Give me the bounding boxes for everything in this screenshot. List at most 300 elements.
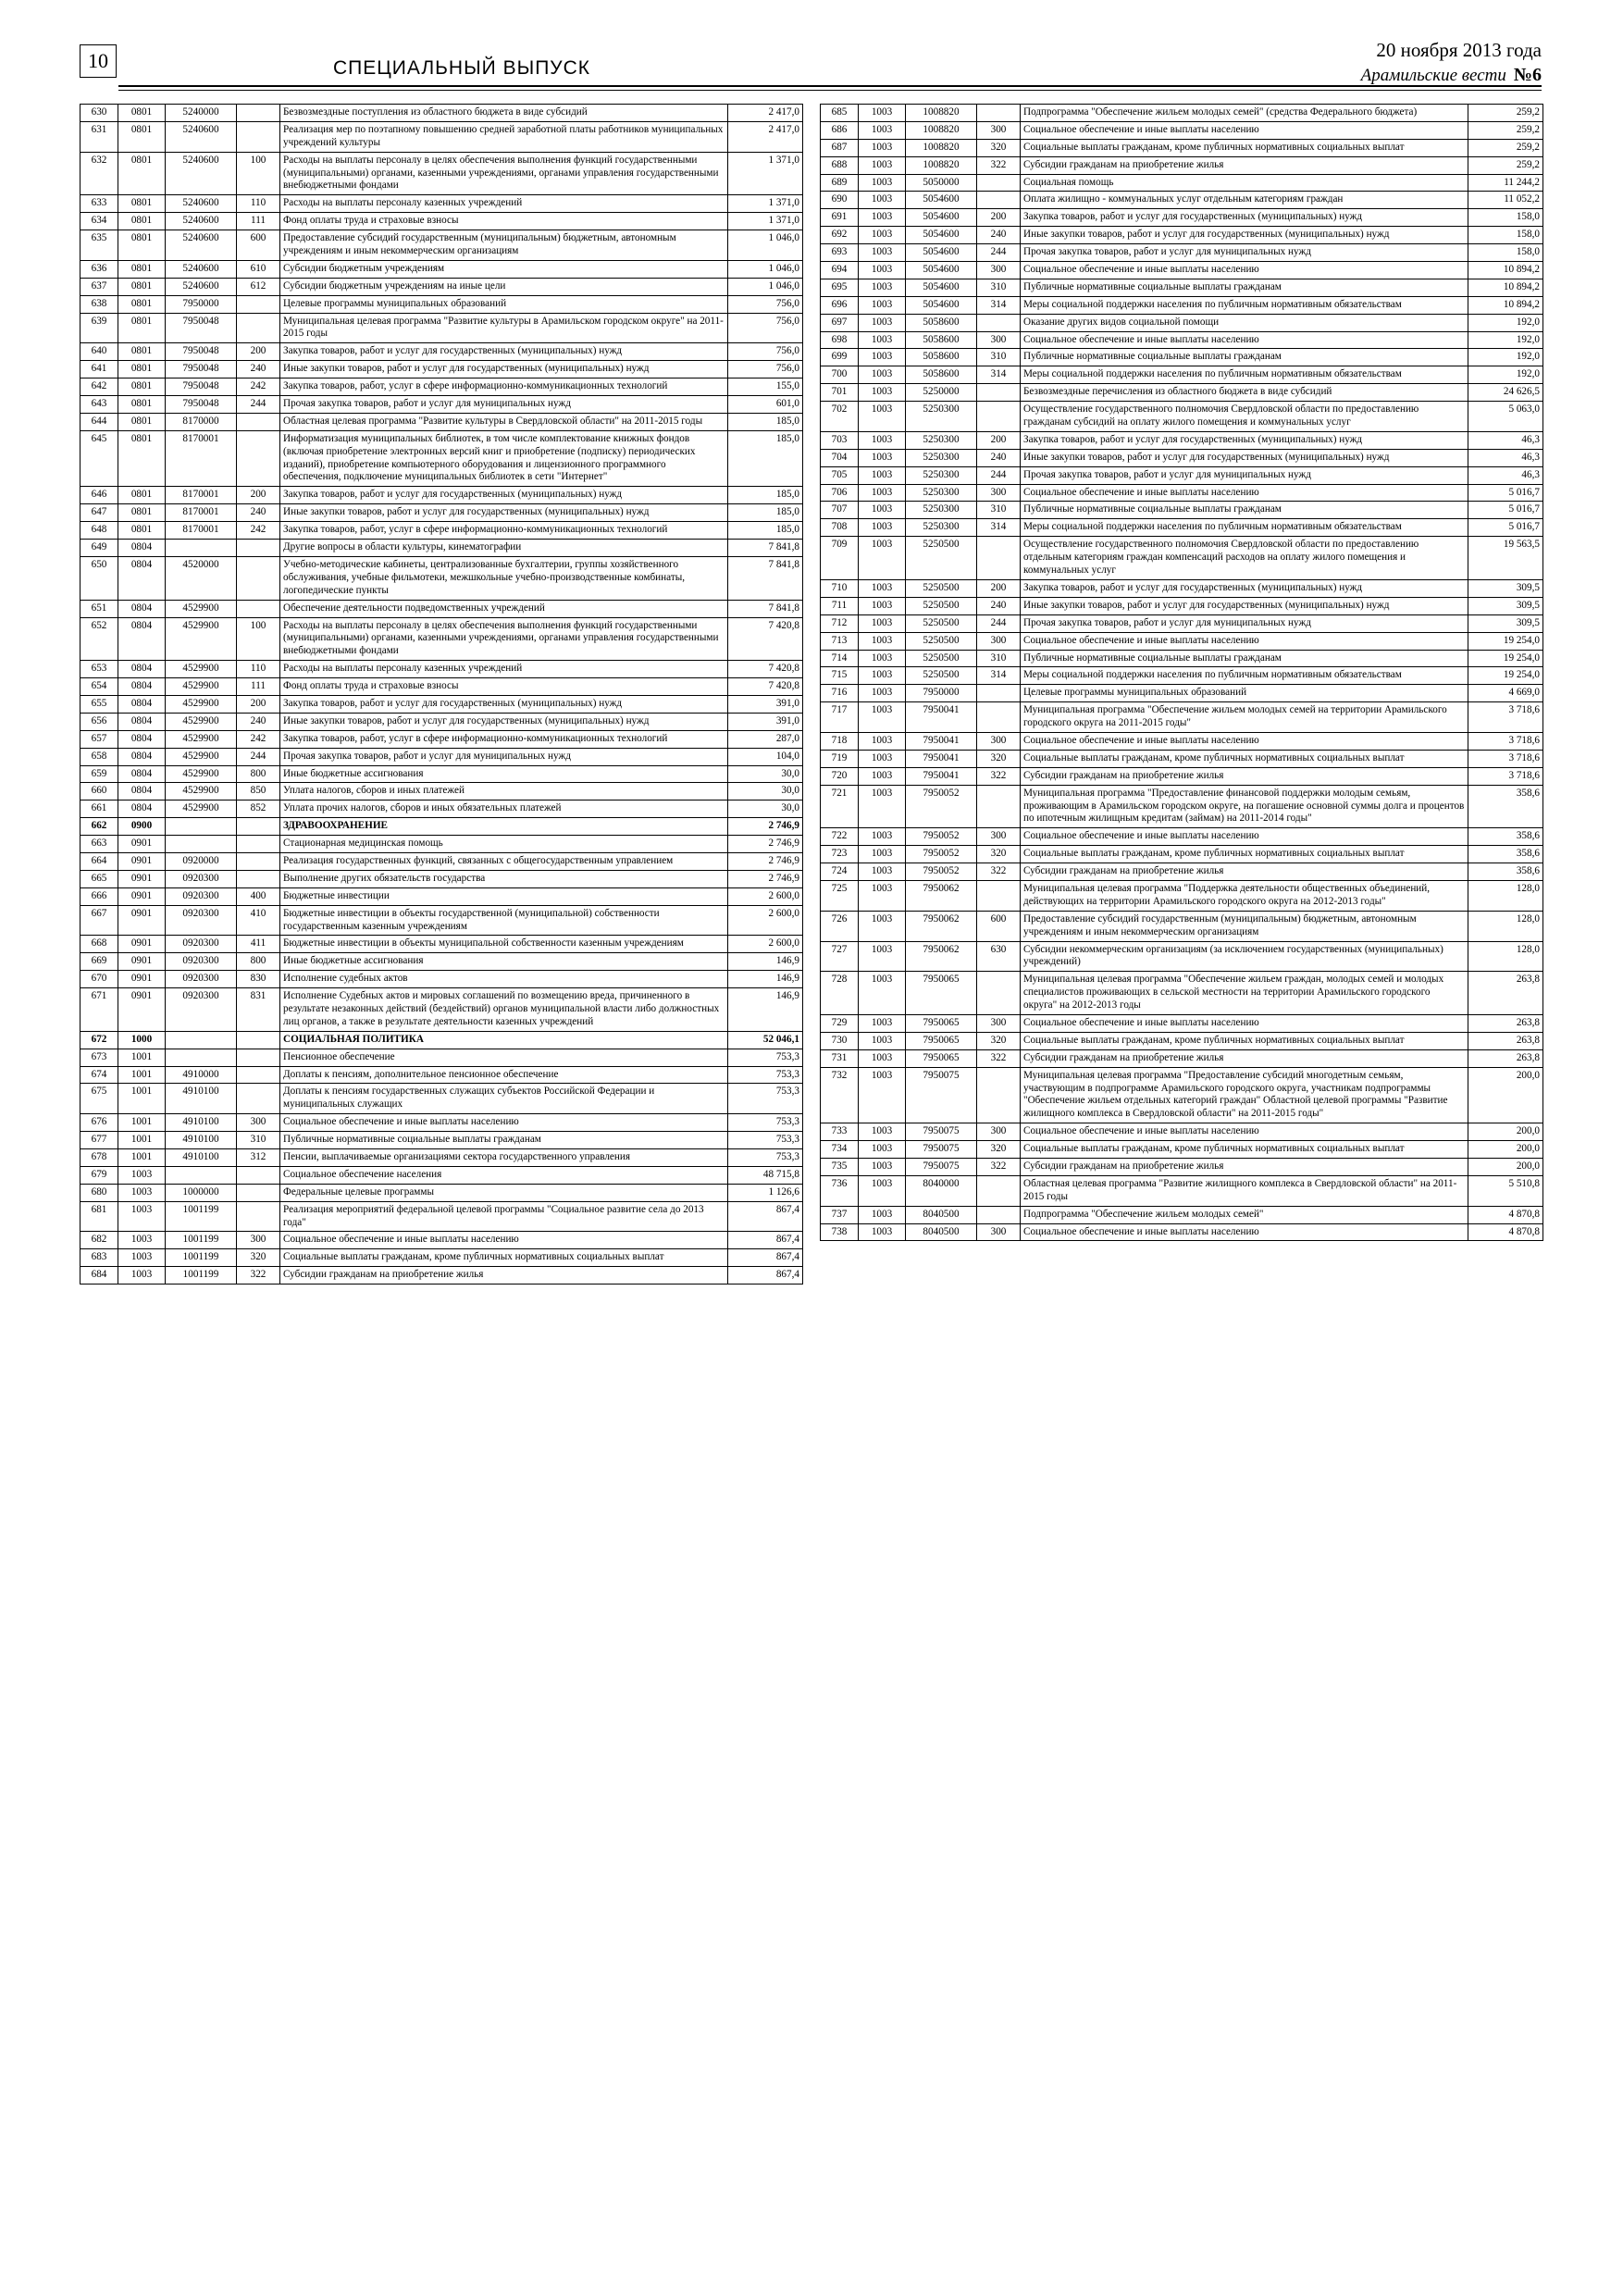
table-row <box>821 650 1543 667</box>
row-number: 630 <box>81 105 118 122</box>
target-code: 8170000 <box>166 413 237 430</box>
amount: 309,5 <box>1468 597 1543 614</box>
amount: 7 841,8 <box>728 556 803 600</box>
row-number: 655 <box>81 695 118 713</box>
expense-type-code: 600 <box>237 230 280 261</box>
expense-type-code <box>237 818 280 836</box>
item-name: Меры социальной поддержки населения по публичным нормативным обязательствам <box>1021 296 1468 314</box>
table-row <box>81 818 803 836</box>
target-code: 5250000 <box>906 384 977 402</box>
amount: 4 669,0 <box>1468 685 1543 702</box>
section-code: 0801 <box>118 522 166 540</box>
amount: 5 016,7 <box>1468 502 1543 519</box>
expense-type-code: 300 <box>977 484 1021 502</box>
amount: 1 046,0 <box>728 278 803 295</box>
section-code: 1003 <box>859 537 906 580</box>
expense-type-code: 320 <box>977 846 1021 863</box>
amount: 128,0 <box>1468 941 1543 972</box>
row-number: 677 <box>81 1132 118 1149</box>
row-number: 673 <box>81 1049 118 1066</box>
section-code: 0804 <box>118 765 166 783</box>
item-name: Закупка товаров, работ и услуг для государственных (муниципальных) нужд <box>280 695 728 713</box>
item-name: Социальное обеспечение и иные выплаты населению <box>1021 121 1468 139</box>
table-row <box>81 661 803 678</box>
row-number: 645 <box>81 430 118 487</box>
amount: 200,0 <box>1468 1141 1543 1159</box>
target-code: 7950065 <box>906 1014 977 1032</box>
expense-type-code: 200 <box>977 431 1021 449</box>
target-code: 4529900 <box>166 800 237 818</box>
row-number: 690 <box>821 192 859 209</box>
row-number: 667 <box>81 905 118 936</box>
item-name: Субсидии гражданам на приобретение жилья <box>1021 1159 1468 1176</box>
section-code: 1003 <box>859 667 906 685</box>
expense-type-code <box>237 295 280 313</box>
section-code: 0804 <box>118 713 166 730</box>
expense-type-code: 322 <box>977 156 1021 174</box>
row-number: 731 <box>821 1049 859 1067</box>
row-number: 725 <box>821 880 859 911</box>
amount: 52 046,1 <box>728 1031 803 1049</box>
section-code: 1003 <box>859 431 906 449</box>
table-row <box>821 597 1543 614</box>
row-number: 712 <box>821 614 859 632</box>
expense-type-code <box>237 1201 280 1232</box>
expense-type-code: 310 <box>977 279 1021 296</box>
row-number: 728 <box>821 972 859 1015</box>
row-number: 732 <box>821 1067 859 1123</box>
table-row <box>81 1232 803 1249</box>
row-number: 635 <box>81 230 118 261</box>
table-row <box>821 1206 1543 1223</box>
section-code: 0801 <box>118 230 166 261</box>
row-number: 697 <box>821 314 859 331</box>
section-code: 0901 <box>118 953 166 971</box>
item-name: Социальное обеспечение и иные выплаты населению <box>1021 484 1468 502</box>
row-number: 699 <box>821 349 859 366</box>
item-name: Прочая закупка товаров, работ и услуг для муниципальных нужд <box>1021 244 1468 262</box>
amount: 753,3 <box>728 1132 803 1149</box>
table-row <box>821 244 1543 262</box>
amount: 4 870,8 <box>1468 1206 1543 1223</box>
section-code: 1003 <box>859 484 906 502</box>
table-row <box>81 522 803 540</box>
target-code: 5250500 <box>906 579 977 597</box>
expense-type-code: 610 <box>237 260 280 278</box>
row-number: 696 <box>821 296 859 314</box>
section-code: 0801 <box>118 213 166 230</box>
table-row <box>821 846 1543 863</box>
expense-type-code: 852 <box>237 800 280 818</box>
expense-type-code: 300 <box>977 262 1021 279</box>
target-code: 5054600 <box>906 296 977 314</box>
section-code: 1003 <box>859 156 906 174</box>
expense-type-code: 850 <box>237 783 280 800</box>
row-number: 714 <box>821 650 859 667</box>
target-code: 7950052 <box>906 785 977 828</box>
table-row <box>81 413 803 430</box>
table-row <box>821 331 1543 349</box>
table-row <box>821 1049 1543 1067</box>
row-number: 654 <box>81 678 118 696</box>
table-row <box>821 366 1543 384</box>
amount: 158,0 <box>1468 244 1543 262</box>
item-name: Уплата прочих налогов, сборов и иных обязательных платежей <box>280 800 728 818</box>
expense-type-code: 240 <box>237 361 280 379</box>
amount: 259,2 <box>1468 139 1543 156</box>
section-code: 1003 <box>118 1201 166 1232</box>
target-code: 5058600 <box>906 349 977 366</box>
section-code: 0801 <box>118 343 166 361</box>
expense-type-code: 200 <box>237 343 280 361</box>
section-code: 1003 <box>859 750 906 767</box>
table-row <box>821 449 1543 466</box>
item-name: Субсидии гражданам на приобретение жилья <box>280 1267 728 1285</box>
amount: 2 417,0 <box>728 121 803 152</box>
amount: 185,0 <box>728 430 803 487</box>
expense-type-code <box>977 1206 1021 1223</box>
amount: 391,0 <box>728 695 803 713</box>
item-name: Безвозмездные поступления из областного бюджета в виде субсидий <box>280 105 728 122</box>
item-name: Оказание других видов социальной помощи <box>1021 314 1468 331</box>
row-number: 681 <box>81 1201 118 1232</box>
item-name: Федеральные целевые программы <box>280 1184 728 1201</box>
amount: 11 244,2 <box>1468 174 1543 192</box>
amount: 2 600,0 <box>728 887 803 905</box>
section-code: 0804 <box>118 540 166 557</box>
item-name: Социальное обеспечение и иные выплаты населению <box>280 1114 728 1132</box>
amount: 7 841,8 <box>728 540 803 557</box>
amount: 5 063,0 <box>1468 402 1543 432</box>
amount: 309,5 <box>1468 579 1543 597</box>
expense-type-code: 242 <box>237 730 280 748</box>
amount: 128,0 <box>1468 911 1543 941</box>
table-row <box>821 579 1543 597</box>
table-row <box>821 1032 1543 1049</box>
expense-type-code: 830 <box>237 971 280 988</box>
section-code: 0804 <box>118 661 166 678</box>
table-row <box>81 887 803 905</box>
row-number: 642 <box>81 379 118 396</box>
row-number: 656 <box>81 713 118 730</box>
table-row <box>821 502 1543 519</box>
expense-type-code: 100 <box>237 617 280 661</box>
section-code: 0804 <box>118 783 166 800</box>
item-name: СОЦИАЛЬНАЯ ПОЛИТИКА <box>280 1031 728 1049</box>
item-name: Бюджетные инвестиции в объекты государственной (муниципальной) собственности государственным казенным учреждениям <box>280 905 728 936</box>
row-number: 680 <box>81 1184 118 1201</box>
expense-type-code <box>237 1049 280 1066</box>
row-number: 659 <box>81 765 118 783</box>
expense-type-code: 244 <box>977 244 1021 262</box>
section-code: 0801 <box>118 379 166 396</box>
amount: 146,9 <box>728 988 803 1032</box>
table-row <box>821 156 1543 174</box>
amount: 756,0 <box>728 313 803 343</box>
expense-type-code: 310 <box>977 650 1021 667</box>
section-code: 1003 <box>859 105 906 122</box>
item-name: Учебно-методические кабинеты, централизованные бухгалтерии, группы хозяйственного обслуживания, учебные фильмотеки, межшкольные учебно-производственные комбинаты, логопедические пункты <box>280 556 728 600</box>
section-code: 1003 <box>859 1014 906 1032</box>
row-number: 706 <box>821 484 859 502</box>
section-code: 1003 <box>859 402 906 432</box>
item-name: Социальное обеспечение и иные выплаты населению <box>1021 1014 1468 1032</box>
section-code: 1003 <box>859 702 906 733</box>
item-name: Муниципальная целевая программа "Развитие культуры в Арамильском городском округе" на 2011-2015 годы <box>280 313 728 343</box>
item-name: Стационарная медицинская помощь <box>280 836 728 853</box>
row-number: 717 <box>821 702 859 733</box>
target-code: 8040000 <box>906 1175 977 1206</box>
row-number: 684 <box>81 1267 118 1285</box>
table-row <box>81 713 803 730</box>
expense-type-code <box>977 402 1021 432</box>
row-number: 701 <box>821 384 859 402</box>
table-row <box>821 384 1543 402</box>
item-name: Субсидии бюджетным учреждениям на иные цели <box>280 278 728 295</box>
expense-type-code: 300 <box>237 1114 280 1132</box>
section-code: 1003 <box>859 1206 906 1223</box>
table-row <box>81 730 803 748</box>
section-code: 0804 <box>118 695 166 713</box>
row-number: 721 <box>821 785 859 828</box>
expense-type-code: 320 <box>977 139 1021 156</box>
amount: 192,0 <box>1468 331 1543 349</box>
table-row <box>81 213 803 230</box>
masthead-brand <box>1361 65 1542 86</box>
section-code: 1003 <box>859 449 906 466</box>
table-row <box>821 614 1543 632</box>
target-code: 7950048 <box>166 343 237 361</box>
target-code: 0920300 <box>166 988 237 1032</box>
item-name: Расходы на выплаты персоналу казенных учреждений <box>280 661 728 678</box>
section-code: 1001 <box>118 1149 166 1167</box>
item-name: Муниципальная целевая программа "Поддержка деятельности общественных объединений, действующих на территории Арамильского городского округа на 2012-2013 годы" <box>1021 880 1468 911</box>
item-name: Реализация мер по поэтапному повышению средней заработной платы работников муниципальных учреждений культуры <box>280 121 728 152</box>
table-row <box>81 1049 803 1066</box>
section-code: 0804 <box>118 617 166 661</box>
section-code: 0801 <box>118 430 166 487</box>
row-number: 692 <box>821 227 859 244</box>
right-column <box>820 104 1543 1285</box>
amount: 2 600,0 <box>728 905 803 936</box>
row-number: 737 <box>821 1206 859 1223</box>
section-code: 1003 <box>859 502 906 519</box>
amount: 867,4 <box>728 1249 803 1267</box>
expense-type-code: 300 <box>977 1123 1021 1141</box>
expense-type-code <box>977 384 1021 402</box>
target-code: 4529900 <box>166 617 237 661</box>
item-name: Пенсии, выплачиваемые организациями сектора государственного управления <box>280 1149 728 1167</box>
item-name: Иные закупки товаров, работ и услуг для государственных (муниципальных) нужд <box>280 504 728 522</box>
table-row <box>81 600 803 617</box>
target-code: 7950052 <box>906 863 977 881</box>
amount: 19 254,0 <box>1468 650 1543 667</box>
amount: 185,0 <box>728 504 803 522</box>
section-code: 0801 <box>118 260 166 278</box>
expense-type-code: 320 <box>977 1032 1021 1049</box>
expense-type-code <box>977 192 1021 209</box>
table-row <box>821 537 1543 580</box>
row-number: 661 <box>81 800 118 818</box>
target-code: 7950000 <box>906 685 977 702</box>
row-number: 711 <box>821 597 859 614</box>
target-code: 5054600 <box>906 192 977 209</box>
table-row <box>821 1141 1543 1159</box>
target-code: 5054600 <box>906 227 977 244</box>
amount: 10 894,2 <box>1468 262 1543 279</box>
table-row <box>81 1201 803 1232</box>
expense-type-code: 320 <box>237 1249 280 1267</box>
target-code: 5250500 <box>906 537 977 580</box>
target-code: 7950041 <box>906 767 977 785</box>
item-name: Публичные нормативные социальные выплаты гражданам <box>1021 650 1468 667</box>
amount: 128,0 <box>1468 880 1543 911</box>
section-code: 0901 <box>118 905 166 936</box>
amount: 753,3 <box>728 1149 803 1167</box>
expense-type-code: 300 <box>977 828 1021 846</box>
table-row <box>81 617 803 661</box>
expense-type-code: 310 <box>977 502 1021 519</box>
expense-type-code: 240 <box>237 713 280 730</box>
target-code: 7950062 <box>906 880 977 911</box>
row-number: 651 <box>81 600 118 617</box>
item-name: Пенсионное обеспечение <box>280 1049 728 1066</box>
table-row <box>821 767 1543 785</box>
expense-type-code: 411 <box>237 936 280 953</box>
amount: 5 016,7 <box>1468 484 1543 502</box>
table-row <box>81 295 803 313</box>
item-name: Осуществление государственного полномочия Свердловской области по предоставлению отдельным категориям граждан компенсаций расходов на оплату жилого помещения и коммунальных услуг <box>1021 537 1468 580</box>
expense-type-code: 200 <box>237 695 280 713</box>
expense-type-code <box>977 174 1021 192</box>
amount: 19 254,0 <box>1468 667 1543 685</box>
amount: 7 420,8 <box>728 661 803 678</box>
item-name: Иные закупки товаров, работ и услуг для государственных (муниципальных) нужд <box>280 713 728 730</box>
row-number: 675 <box>81 1084 118 1114</box>
target-code: 0920300 <box>166 936 237 953</box>
item-name: Муниципальная целевая программа "Предоставление субсидий многодетным семьям, участвующим в подпрограмме Арамильского городского округа, участникам подпрограммы "Обеспечение жильем отдельных категорий граждан" Областной целевой программы "Развитие жилищного комплекса в Свердловской области" на 2011-2015 годы" <box>1021 1067 1468 1123</box>
target-code: 0920300 <box>166 905 237 936</box>
target-code: 7950048 <box>166 361 237 379</box>
expense-type-code: 240 <box>977 227 1021 244</box>
target-code: 5250300 <box>906 431 977 449</box>
section-code: 0901 <box>118 988 166 1032</box>
target-code: 5250300 <box>906 502 977 519</box>
expense-type-code <box>237 1084 280 1114</box>
amount: 200,0 <box>1468 1123 1543 1141</box>
amount: 753,3 <box>728 1084 803 1114</box>
section-code: 1003 <box>859 1159 906 1176</box>
item-name: Областная целевая программа "Развитие культуры в Свердловской области" на 2011-2015 годы <box>280 413 728 430</box>
expense-type-code: 322 <box>237 1267 280 1285</box>
header-divider <box>118 85 1542 91</box>
row-number: 709 <box>821 537 859 580</box>
amount: 7 841,8 <box>728 600 803 617</box>
row-number: 633 <box>81 195 118 213</box>
table-row <box>81 278 803 295</box>
expense-type-code <box>237 852 280 870</box>
row-number: 691 <box>821 209 859 227</box>
target-code: 4910000 <box>166 1066 237 1084</box>
row-number: 658 <box>81 748 118 765</box>
target-code: 5240600 <box>166 152 237 195</box>
amount: 867,4 <box>728 1232 803 1249</box>
section-code: 0804 <box>118 556 166 600</box>
expense-type-code: 300 <box>237 1232 280 1249</box>
table-row <box>81 870 803 887</box>
expense-type-code: 800 <box>237 765 280 783</box>
expense-type-code: 612 <box>237 278 280 295</box>
section-code: 0801 <box>118 504 166 522</box>
table-row <box>821 262 1543 279</box>
item-name: Муниципальная целевая программа "Обеспечение жильем граждан, молодых семей и молодых специалистов проживающих в сельской местности на территории Арамильского городского округа" на 2012-2013 годы <box>1021 972 1468 1015</box>
amount: 30,0 <box>728 783 803 800</box>
table-row <box>81 379 803 396</box>
item-name: Предоставление субсидий государственным (муниципальным) бюджетным, автономным учреждениям и иным некоммерческим организациям <box>280 230 728 261</box>
item-name: Доплаты к пенсиям государственных служащих субъектов Российской Федерации и муниципальных служащих <box>280 1084 728 1114</box>
table-row <box>81 971 803 988</box>
item-name: Субсидии гражданам на приобретение жилья <box>1021 767 1468 785</box>
row-number: 632 <box>81 152 118 195</box>
expense-type-code <box>977 785 1021 828</box>
amount: 146,9 <box>728 971 803 988</box>
item-name: Расходы на выплаты персоналу в целях обеспечения выполнения функций государственными (муниципальными) органами, казенными учреждениями, органами управления государственными внебюджетными фондами <box>280 617 728 661</box>
section-code: 0801 <box>118 195 166 213</box>
expense-type-code <box>237 600 280 617</box>
target-code: 5240000 <box>166 105 237 122</box>
row-number: 698 <box>821 331 859 349</box>
item-name: Фонд оплаты труда и страховые взносы <box>280 213 728 230</box>
section-code: 1000 <box>118 1031 166 1049</box>
item-name: Прочая закупка товаров, работ и услуг для муниципальных нужд <box>280 748 728 765</box>
item-name: Социальное обеспечение и иные выплаты населению <box>280 1232 728 1249</box>
expense-type-code: 300 <box>977 331 1021 349</box>
amount: 358,6 <box>1468 863 1543 881</box>
publication-date: 20 ноября 2013 года <box>1376 39 1542 61</box>
expense-type-code <box>977 685 1021 702</box>
table-row <box>81 540 803 557</box>
item-name: Прочая закупка товаров, работ и услуг для муниципальных нужд <box>1021 614 1468 632</box>
target-code: 1008820 <box>906 156 977 174</box>
section-code: 0901 <box>118 936 166 953</box>
section-code: 1003 <box>859 466 906 484</box>
table-row <box>821 1067 1543 1123</box>
expense-type-code: 300 <box>977 1223 1021 1241</box>
amount: 601,0 <box>728 396 803 414</box>
section-code: 0801 <box>118 361 166 379</box>
expense-type-code: 300 <box>977 121 1021 139</box>
row-number: 720 <box>821 767 859 785</box>
amount: 756,0 <box>728 295 803 313</box>
row-number: 636 <box>81 260 118 278</box>
expense-type-code: 314 <box>977 667 1021 685</box>
target-code: 4529900 <box>166 600 237 617</box>
special-issue-title: СПЕЦИАЛЬНЫЙ ВЫПУСК <box>333 57 591 79</box>
item-name: Социальная помощь <box>1021 174 1468 192</box>
row-number: 660 <box>81 783 118 800</box>
item-name: Прочая закупка товаров, работ и услуг для муниципальных нужд <box>280 396 728 414</box>
item-name: Обеспечение деятельности подведомственных учреждений <box>280 600 728 617</box>
target-code: 5250300 <box>906 466 977 484</box>
target-code: 7950065 <box>906 1032 977 1049</box>
row-number: 672 <box>81 1031 118 1049</box>
row-number: 727 <box>821 941 859 972</box>
expense-type-code <box>237 430 280 487</box>
item-name: Меры социальной поддержки населения по публичным нормативным обязательствам <box>1021 366 1468 384</box>
row-number: 685 <box>821 105 859 122</box>
target-code <box>166 540 237 557</box>
amount: 158,0 <box>1468 227 1543 244</box>
